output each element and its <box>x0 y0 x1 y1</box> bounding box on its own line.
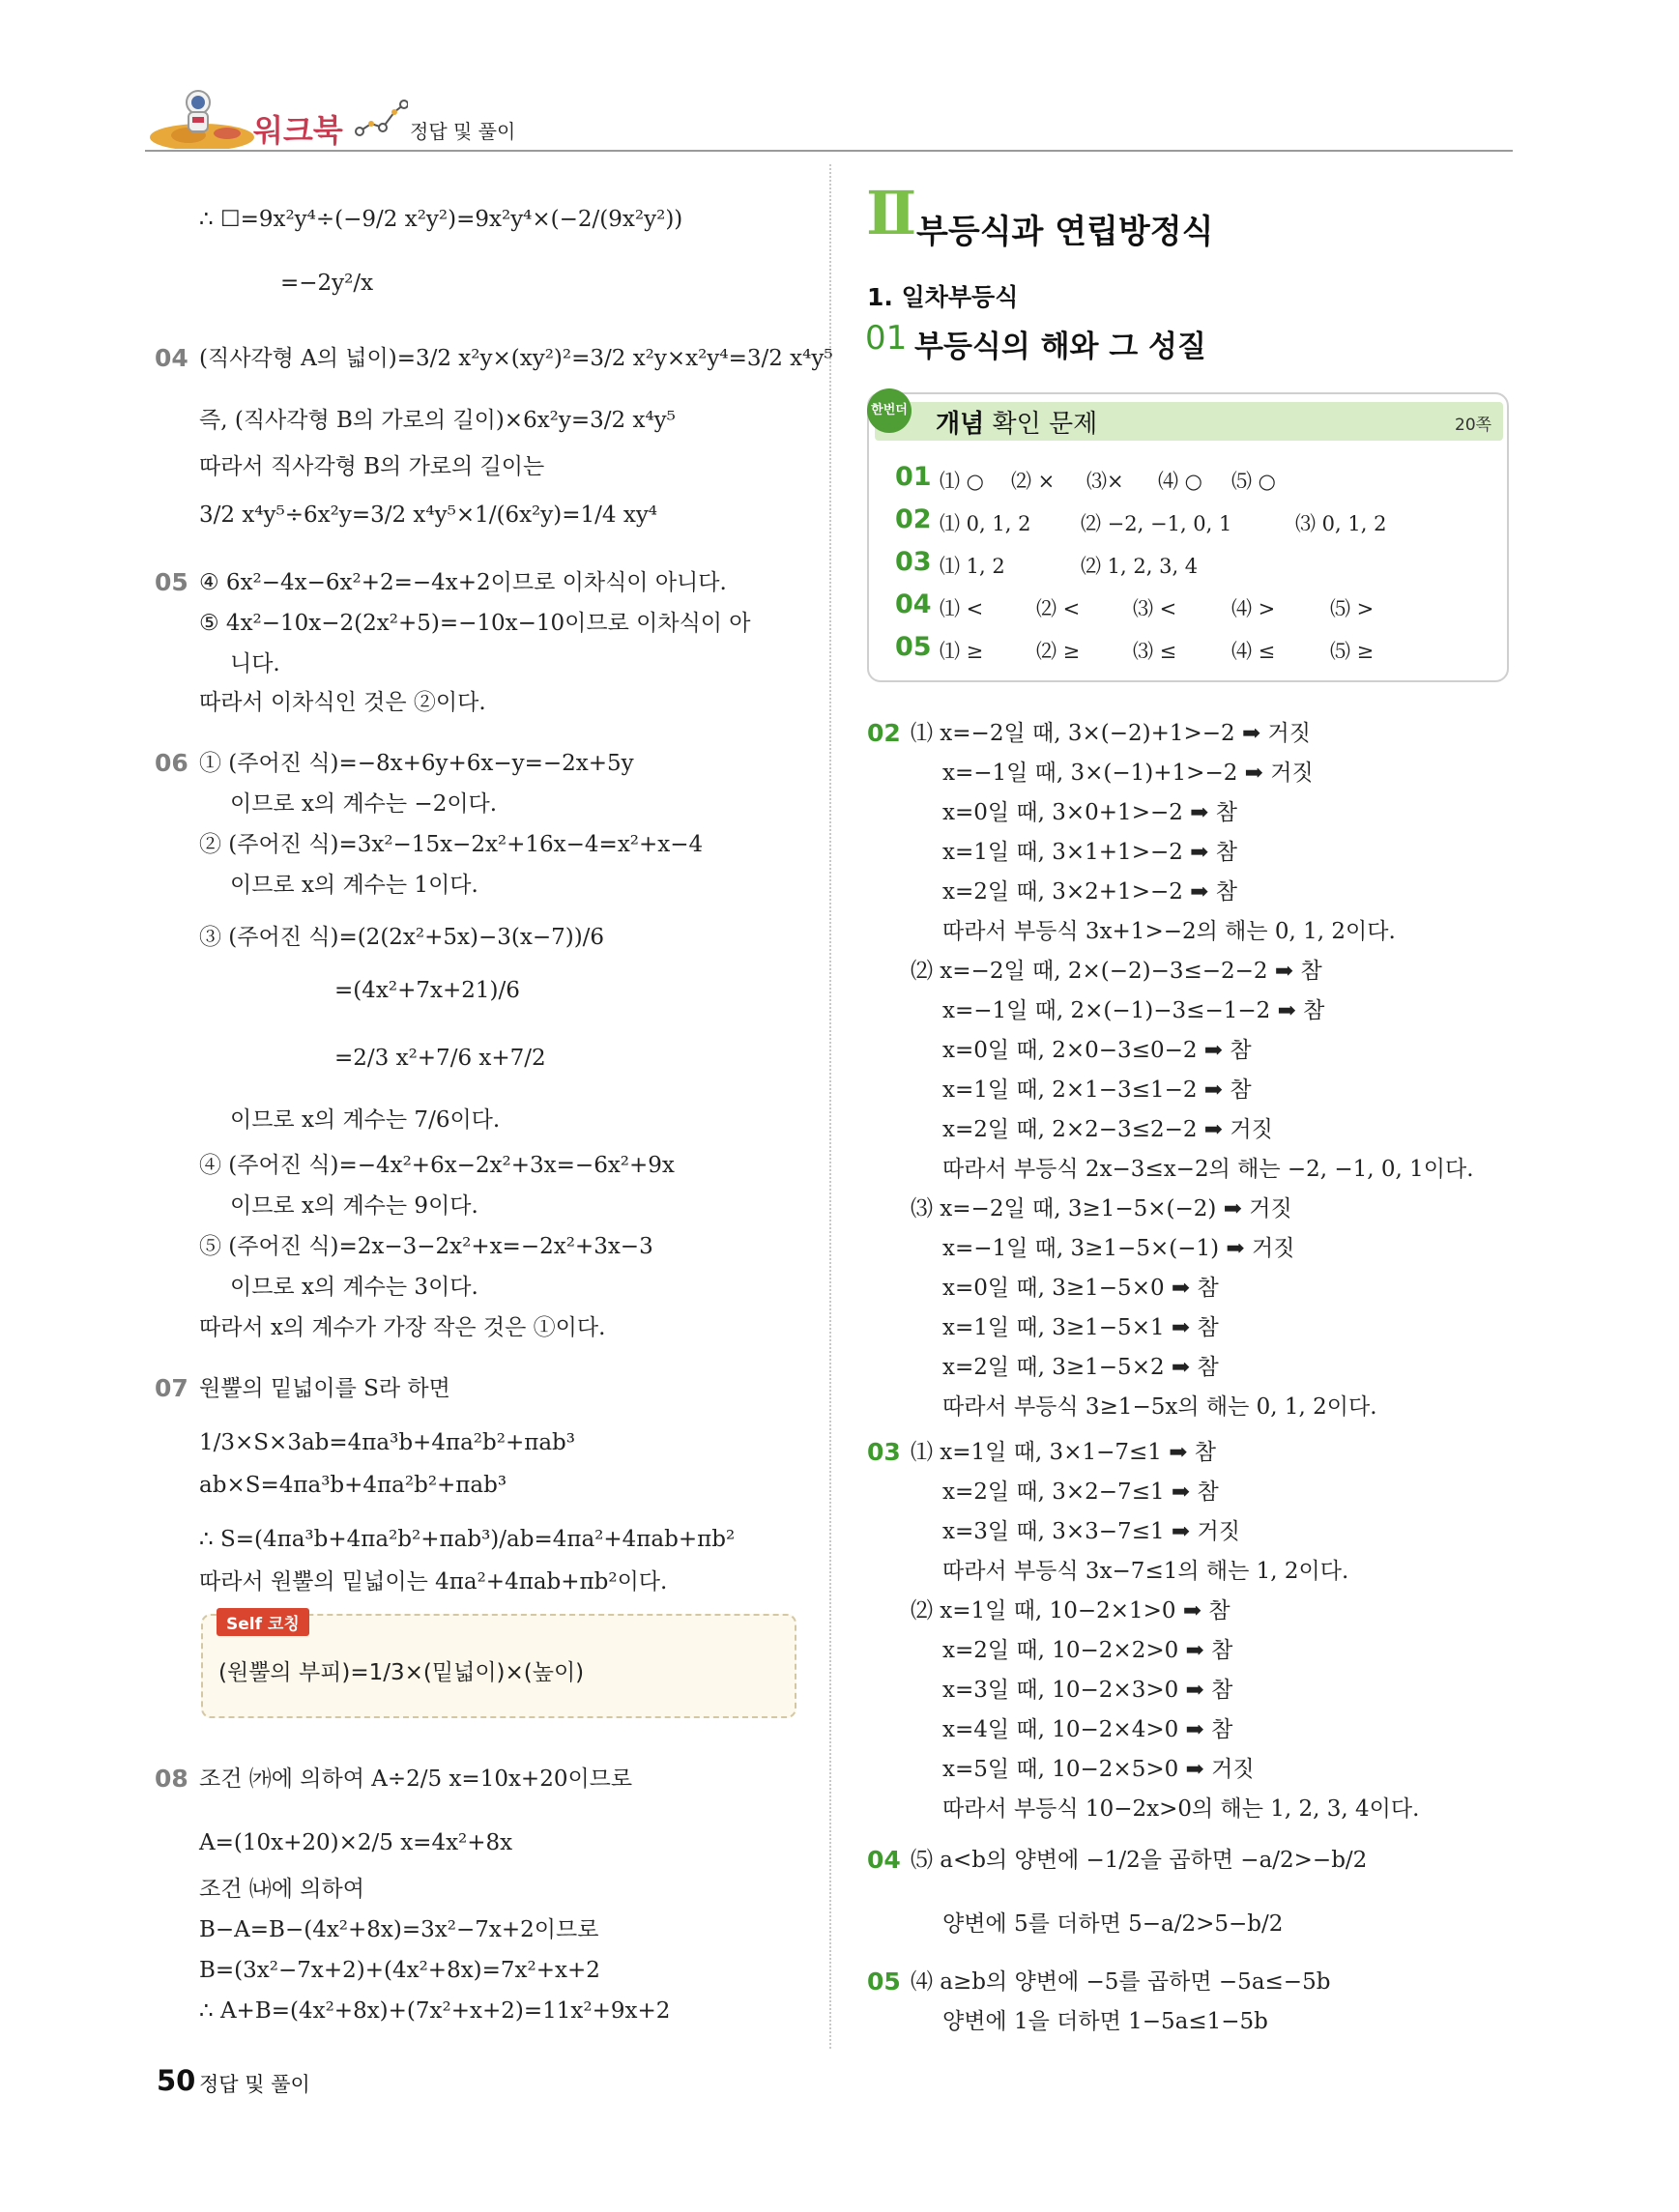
solution-line: 따라서 부등식 3x−7≤1의 해는 1, 2이다. <box>942 1559 1349 1584</box>
solution-line: =2/3 x²+7/6 x+7/2 <box>334 1046 546 1071</box>
solution-line: ⑷ a≥b의 양변에 −5를 곱하면 −5a≤−5b <box>911 1969 1331 1995</box>
solution-line: =−2y²/x <box>280 271 374 296</box>
footer-label: 정답 및 풀이 <box>199 2073 310 2096</box>
chapter-title: 부등식과 연립방정식 <box>916 213 1214 251</box>
concept-answer: ⑵ × <box>1011 470 1056 493</box>
solution-line: ① (주어진 식)=−8x+6y+6x−y=−2x+5y <box>199 751 634 776</box>
header-subtitle: 정답 및 풀이 <box>410 120 516 143</box>
workbook-title: 워크북 <box>253 112 343 149</box>
solution-line: 따라서 원뿔의 밑넓이는 4πa²+4πab+πb²이다. <box>199 1569 668 1594</box>
page-number: 50 <box>157 2064 196 2097</box>
concept-answer: ⑴ < <box>940 597 984 620</box>
solution-line: 따라서 부등식 2x−3≤x−2의 해는 −2, −1, 0, 1이다. <box>942 1157 1474 1182</box>
solution-line: 이므로 x의 계수는 7/6이다. <box>230 1107 501 1133</box>
concept-answer: ⑴ ≥ <box>940 640 984 663</box>
solution-line: x=2일 때, 10−2×2>0 ➡ 참 <box>942 1638 1233 1663</box>
problem-number: 02 <box>867 719 901 747</box>
problem-number: 07 <box>155 1374 188 1402</box>
problem-number: 04 <box>867 1846 901 1874</box>
concept-page-ref: 20쪽 <box>1455 416 1492 435</box>
solution-line: x=−1일 때, 2×(−1)−3≤−1−2 ➡ 참 <box>942 998 1325 1023</box>
solution-line: ∴ S=(4πa³b+4πa²b²+πab³)/ab=4πa²+4πab+πb² <box>199 1527 736 1552</box>
solution-line: ② (주어진 식)=3x²−15x−2x²+16x−4=x²+x−4 <box>199 832 704 857</box>
mascot-illustration <box>150 85 254 153</box>
solution-line: x=3일 때, 3×3−7≤1 ➡ 거짓 <box>942 1519 1240 1544</box>
problem-number: 08 <box>155 1765 188 1793</box>
problem-number: 05 <box>155 568 188 596</box>
concept-answer: ⑶× <box>1086 470 1124 493</box>
solution-line: ∴ A+B=(4x²+8x)+(7x²+x+2)=11x²+9x+2 <box>199 1998 671 2024</box>
constellation-icon <box>354 99 408 143</box>
solution-line: B=(3x²−7x+2)+(4x²+8x)=7x²+x+2 <box>199 1958 600 1983</box>
solution-line: 3/2 x⁴y⁵÷6x²y=3/2 x⁴y⁵×1/(6x²y)=1/4 xy⁴ <box>199 503 658 528</box>
solution-line: x=2일 때, 2×2−3≤2−2 ➡ 거짓 <box>942 1117 1273 1142</box>
header-rule <box>145 150 1513 152</box>
solution-line: 이므로 x의 계수는 −2이다. <box>230 791 498 817</box>
solution-line: x=2일 때, 3≥1−5×2 ➡ 참 <box>942 1355 1219 1380</box>
concept-title-rest: 확인 문제 <box>992 410 1098 439</box>
solution-line: ③ (주어진 식)=(2(2x²+5x)−3(x−7))/6 <box>199 925 605 950</box>
solution-line: x=2일 때, 3×2−7≤1 ➡ 참 <box>942 1479 1219 1505</box>
concept-answer: ⑵ −2, −1, 0, 1 <box>1081 512 1232 535</box>
concept-answer: ⑶ < <box>1133 597 1177 620</box>
solution-line: 조건 ㈏에 의하여 <box>199 1877 364 1902</box>
solution-line: x=−1일 때, 3≥1−5×(−1) ➡ 거짓 <box>942 1236 1295 1261</box>
concept-answer: ⑶ ≤ <box>1133 640 1177 663</box>
concept-badge: 한번더 <box>867 388 912 433</box>
solution-line: ⑴ x=1일 때, 3×1−7≤1 ➡ 참 <box>911 1440 1217 1465</box>
self-coaching-badge: Self 코칭 <box>217 1608 309 1636</box>
solution-line: x=0일 때, 3×0+1>−2 ➡ 참 <box>942 800 1237 825</box>
concept-answer: ⑸ ○ <box>1231 470 1276 493</box>
solution-line: x=3일 때, 10−2×3>0 ➡ 참 <box>942 1678 1233 1703</box>
concept-row-number: 04 <box>895 589 932 619</box>
concept-row-number: 05 <box>895 632 932 662</box>
solution-line: 이므로 x의 계수는 3이다. <box>230 1275 478 1300</box>
solution-line: ∴ ☐=9x²y⁴÷(−9/2 x²y²)=9x²y⁴×(−2/(9x²y²)) <box>199 207 683 232</box>
solution-line: 따라서 부등식 3x+1>−2의 해는 0, 1, 2이다. <box>942 919 1396 944</box>
solution-line: 조건 ㈎에 의하여 A÷2/5 x=10x+20이므로 <box>199 1767 633 1792</box>
solution-line: ab×S=4πa³b+4πa²b²+πab³ <box>199 1473 507 1498</box>
solution-line: ⑴ x=−2일 때, 3×(−2)+1>−2 ➡ 거짓 <box>911 721 1311 746</box>
solution-line: 즉, (직사각형 B의 가로의 길이)×6x²y=3/2 x⁴y⁵ <box>199 408 676 433</box>
solution-line: ⑶ x=−2일 때, 3≥1−5×(−2) ➡ 거짓 <box>911 1196 1292 1221</box>
solution-line: ⑤ (주어진 식)=2x−3−2x²+x=−2x²+3x−3 <box>199 1234 653 1259</box>
solution-line: x=1일 때, 3×1+1>−2 ➡ 참 <box>942 840 1237 865</box>
solution-line: ⑵ x=−2일 때, 2×(−2)−3≤−2−2 ➡ 참 <box>911 959 1322 984</box>
concept-answer: ⑵ 1, 2, 3, 4 <box>1081 555 1199 578</box>
concept-answer: ⑶ 0, 1, 2 <box>1295 512 1387 535</box>
column-divider <box>829 164 831 2049</box>
solution-line: ④ (주어진 식)=−4x²+6x−2x²+3x=−6x²+9x <box>199 1153 675 1178</box>
concept-answer: ⑴ 0, 1, 2 <box>940 512 1031 535</box>
problem-number: 05 <box>867 1968 901 1996</box>
solution-line: x=1일 때, 3≥1−5×1 ➡ 참 <box>942 1315 1219 1340</box>
solution-line: x=0일 때, 3≥1−5×0 ➡ 참 <box>942 1276 1219 1301</box>
self-coaching-text: (원뿔의 부피)=1/3×(밑넓이)×(높이) <box>218 1660 585 1685</box>
solution-line: 양변에 5를 더하면 5−a/2>5−b/2 <box>942 1911 1284 1937</box>
solution-line: 따라서 부등식 3≥1−5x의 해는 0, 1, 2이다. <box>942 1394 1377 1420</box>
chapter-roman-numeral: Ⅱ <box>866 178 917 248</box>
solution-line: x=5일 때, 10−2×5>0 ➡ 거짓 <box>942 1757 1255 1782</box>
solution-line: 따라서 이차식인 것은 ②이다. <box>199 690 486 715</box>
problem-number: 04 <box>155 344 188 372</box>
solution-line: 따라서 x의 계수가 가장 작은 것은 ①이다. <box>199 1315 606 1340</box>
solution-line: x=0일 때, 2×0−3≤0−2 ➡ 참 <box>942 1038 1252 1063</box>
solution-line: A=(10x+20)×2/5 x=4x²+8x <box>199 1830 513 1855</box>
concept-answer: ⑸ > <box>1330 597 1375 620</box>
solution-line: x=−1일 때, 3×(−1)+1>−2 ➡ 거짓 <box>942 761 1314 786</box>
concept-answer: ⑵ ≥ <box>1036 640 1081 663</box>
solution-line: x=1일 때, 2×1−3≤1−2 ➡ 참 <box>942 1077 1252 1103</box>
concept-answer: ⑵ < <box>1036 597 1081 620</box>
concept-row-number: 01 <box>895 462 932 492</box>
solution-line: 따라서 직사각형 B의 가로의 길이는 <box>199 454 545 479</box>
problem-number: 06 <box>155 749 188 777</box>
concept-answer: ⑸ ≥ <box>1330 640 1375 663</box>
solution-line: 니다. <box>230 651 280 676</box>
solution-line: ④ 6x²−4x−6x²+2=−4x+2이므로 이차식이 아니다. <box>199 570 727 595</box>
solution-line: ⑵ x=1일 때, 10−2×1>0 ➡ 참 <box>911 1598 1230 1623</box>
solution-line: 따라서 부등식 10−2x>0의 해는 1, 2, 3, 4이다. <box>942 1796 1420 1822</box>
concept-answer: ⑴ 1, 2 <box>940 555 1005 578</box>
concept-answer: ⑴ ○ <box>940 470 984 493</box>
solution-line: =(4x²+7x+21)/6 <box>334 978 520 1003</box>
concept-answer: ⑷ ≤ <box>1231 640 1276 663</box>
concept-answer: ⑷ > <box>1231 597 1276 620</box>
solution-line: 원뿔의 밑넓이를 S라 하면 <box>199 1376 450 1401</box>
section-number: 01 <box>865 319 908 358</box>
solution-line: ⑤ 4x²−10x−2(2x²+5)=−10x−10이므로 이차식이 아 <box>199 611 751 636</box>
problem-number: 03 <box>867 1438 901 1466</box>
concept-row-number: 02 <box>895 504 932 534</box>
solution-line: ⑸ a<b의 양변에 −1/2을 곱하면 −a/2>−b/2 <box>911 1848 1368 1873</box>
solution-line: 1/3×S×3ab=4πa³b+4πa²b²+πab³ <box>199 1430 576 1455</box>
concept-check-title <box>936 404 1097 440</box>
solution-line: x=2일 때, 3×2+1>−2 ➡ 참 <box>942 879 1237 905</box>
concept-row-number: 03 <box>895 547 932 577</box>
solution-line: B−A=B−(4x²+8x)=3x²−7x+2이므로 <box>199 1917 599 1942</box>
solution-line: (직사각형 A의 넓이)=3/2 x²y×(xy²)²=3/2 x²y×x²y⁴=3/2 x⁴y⁵ <box>199 346 833 371</box>
section-title: 부등식의 해와 그 성질 <box>914 330 1206 364</box>
solution-line: x=4일 때, 10−2×4>0 ➡ 참 <box>942 1717 1233 1742</box>
concept-title-bold: 개념 <box>936 410 985 439</box>
solution-line: 이므로 x의 계수는 1이다. <box>230 873 478 898</box>
solution-line: 이므로 x의 계수는 9이다. <box>230 1193 478 1219</box>
concept-answer: ⑷ ○ <box>1158 470 1202 493</box>
solution-line: 양변에 1을 더하면 1−5a≤1−5b <box>942 2009 1268 2034</box>
unit-title: 1. 일차부등식 <box>867 283 1019 311</box>
